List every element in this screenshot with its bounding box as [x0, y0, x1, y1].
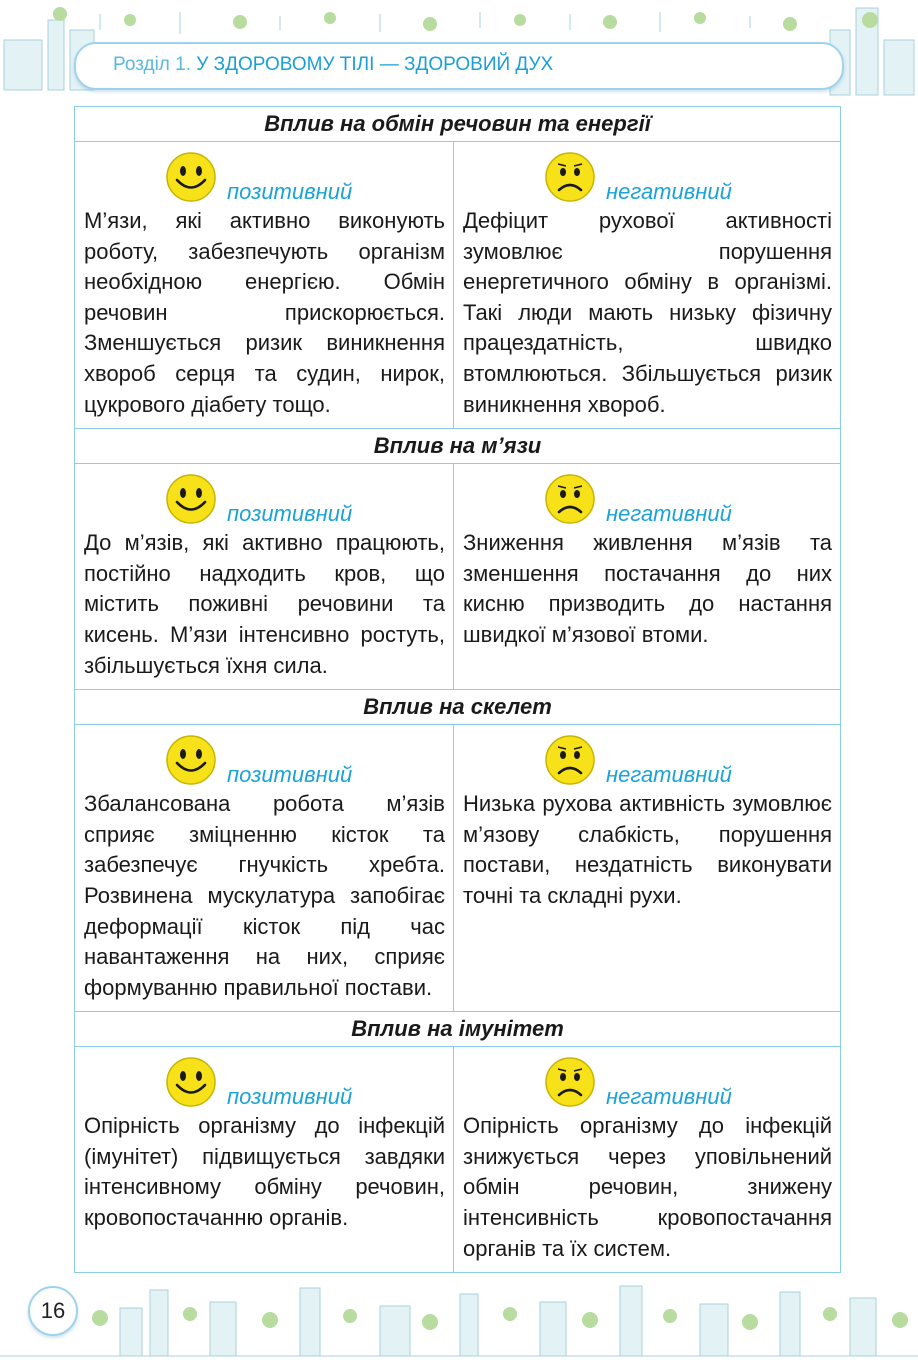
positive-cell — [75, 464, 454, 690]
positive-cell — [75, 1047, 454, 1273]
bottom-city-decoration — [0, 1268, 918, 1360]
negative-cell — [454, 725, 841, 1012]
positive-text: До м’язів, які активно працюють, постійно надходить кров, що містить поживні речовини та кисень. М’язи інтенсивно ростуть, збільшується їхня сила. — [84, 530, 445, 678]
negative-text: Дефіцит рухової активності зумовлює порушення енергетичного обміну в організмі. Такі люди мають низьку фізичну працездатність, швидко втомлюються. Збільшується ризик виникнення хвороб. — [463, 208, 833, 417]
happy-smiley-icon — [165, 151, 217, 203]
section-heading: Вплив на м’язи — [75, 429, 841, 464]
sad-smiley-icon — [544, 734, 596, 786]
negative-text: Низька рухова активність зумовлює м’язову слабкість, порушення постави, нездатність виконувати точні та складні рухи. — [463, 791, 833, 908]
section-title: У ЗДОРОВОМУ ТІЛІ — ЗДОРОВИЙ ДУХ — [196, 54, 554, 75]
positive-label: позитивний — [227, 1084, 353, 1110]
sad-smiley-icon — [544, 1056, 596, 1108]
positive-text: М’язи, які активно виконують роботу, забезпечують організм необхідною енергією. Обмін речовин прискорюється. Зменшується ризик виникнення хвороб серця та судин, нирок, цукрового діабету тощо. — [84, 208, 445, 417]
section-heading: Вплив на скелет — [75, 690, 841, 725]
positive-cell — [75, 142, 454, 429]
happy-smiley-icon — [165, 734, 217, 786]
effects-table — [74, 106, 841, 1273]
positive-text: Опірність організму до інфекцій (імунітет) підвищується завдяки інтенсивному обміну речовин, кровопостачанню органів. — [84, 1113, 445, 1231]
sad-smiley-icon — [544, 151, 596, 203]
positive-text: Збалансована робота м’язів сприяє зміцненню кісток та забезпечує гнучкість хребта. Розвинена мускулатура запобігає деформації кісток під час навантаження на них, сприяє формуванню правильної постави. — [84, 791, 445, 1000]
negative-text: Зниження живлення м’язів та зменшення постачання до них кисню призводить до настання швидкої м’язової втоми. — [463, 530, 833, 647]
positive-label: позитивний — [227, 179, 353, 204]
negative-cell — [454, 142, 841, 429]
happy-smiley-icon — [165, 1056, 217, 1108]
sad-smiley-icon — [544, 473, 596, 525]
section-heading: Вплив на імунітет — [75, 1012, 841, 1047]
negative-label: негативний — [606, 762, 732, 788]
negative-label: негативний — [606, 501, 732, 527]
positive-label: позитивний — [227, 501, 353, 527]
negative-text: Опірність організму до інфекцій знижується через уповільнений обмін речовин, знижену інтенсивність кровопостачання органів та їх систем. — [463, 1113, 833, 1261]
page-number: 16 — [28, 1286, 78, 1336]
negative-label: негативний — [606, 179, 732, 204]
section-heading: Вплив на обмін речовин та енергії — [75, 107, 841, 142]
positive-label: позитивний — [227, 762, 353, 788]
happy-smiley-icon — [165, 473, 217, 525]
section-header — [113, 53, 553, 77]
negative-cell — [454, 1047, 841, 1273]
negative-cell — [454, 464, 841, 690]
section-number: Розділ 1. — [113, 54, 192, 75]
negative-label: негативний — [606, 1084, 732, 1110]
positive-cell — [75, 725, 454, 1012]
